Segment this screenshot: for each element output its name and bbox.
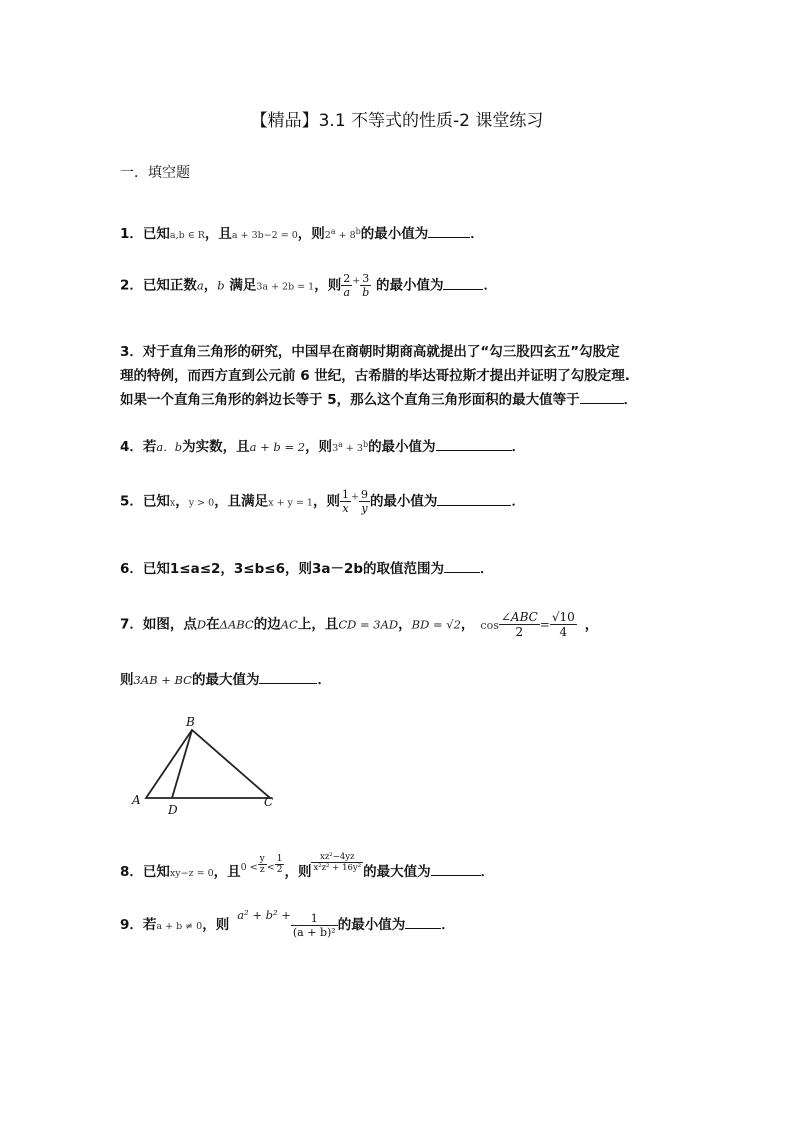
question-9	[120, 908, 455, 939]
q7-math-cd: CD = 3AD	[338, 617, 399, 632]
q5-plus: +	[350, 491, 359, 503]
answer-blank	[437, 493, 511, 506]
q5-fraction-2: $\frac{9}{y}$	[360, 488, 368, 515]
q5-math-3: x + y = 1	[268, 497, 313, 509]
question-3-line-2: 理的特例，而西方直到公元前 6 世纪，古希腊的毕达哥拉斯才提出并证明了勾股定理.	[120, 368, 630, 384]
q7-number: 7．	[120, 616, 143, 633]
page-title: 【精品】3.1 不等式的性质-2 课堂练习	[250, 111, 544, 131]
q7-math-ac: AC	[280, 617, 298, 632]
answer-blank	[444, 560, 480, 573]
q8-math-1: xy−z = 0	[169, 868, 214, 879]
q1-end: ．	[470, 226, 484, 242]
question-8	[120, 852, 494, 880]
q2-text-2: ，	[203, 277, 218, 294]
question-1	[120, 222, 484, 242]
q4-text-2: 为实数，且	[182, 439, 250, 455]
q7-math-triangle: ΔABC	[219, 617, 254, 632]
q2-fraction-2: $\frac{3}{b}$	[362, 272, 370, 299]
q1-text-4: 的最小值为	[360, 226, 429, 242]
q1-text-2: ，且	[204, 226, 232, 242]
answer-blank	[259, 671, 317, 684]
question-6	[120, 557, 494, 577]
q4-end: ．	[511, 439, 526, 455]
question-3-line-3	[120, 388, 637, 408]
vertex-label-d: D	[168, 803, 178, 817]
q2-math-a: a	[196, 278, 204, 293]
q4-number: 4．	[120, 439, 143, 455]
q5-text-3: ，且满足	[214, 493, 269, 510]
q4-math-1: a．b	[156, 440, 183, 454]
q7-text-5: ，	[398, 616, 412, 633]
vertex-label-b: B	[186, 715, 195, 729]
q2-text-3: 满足	[224, 277, 257, 294]
q8-text-4: 的最大值为	[363, 864, 431, 880]
q1-math-3: $2^a + 8^b$	[324, 226, 361, 241]
q2-number: 2．	[120, 277, 143, 294]
q7-text-8: 则	[120, 672, 134, 688]
q7-equals: =	[539, 617, 550, 632]
q6-text: 6．已知1≤a≤2，3≤b≤6，则3a－2b的取值范围为	[120, 561, 445, 577]
q7-text-7: ，	[584, 616, 599, 633]
q2-fraction-1: $\frac{2}{a}$	[343, 272, 351, 299]
answer-blank	[580, 391, 624, 404]
question-3-line-1: 3．对于直角三角形的研究，中国早在商朝时期商高就提出了“勾三股四玄五”勾股定	[120, 344, 620, 360]
q8-number: 8．	[120, 864, 143, 880]
answer-blank	[443, 277, 483, 290]
q7-fraction-value: $\frac{√10}{4}$	[551, 610, 575, 639]
q7-text-9: 的最大值为	[191, 672, 260, 688]
q2-text-1: 已知正数	[142, 277, 197, 294]
q9-text-3: 的最小值为	[337, 917, 406, 933]
q5-number: 5．	[120, 493, 143, 510]
q3-text: 如果一个直角三角形的斜边长等于 5，那么这个直角三角形面积的最大值等于	[120, 392, 580, 408]
q2-math-b: b	[217, 278, 225, 293]
q9-text-2: ，则	[202, 917, 230, 933]
q5-math-1: x	[169, 497, 176, 509]
q2-text-5: 的最小值为	[371, 277, 444, 294]
q8-text-1: 已知	[142, 864, 170, 880]
q2-plus: +	[352, 275, 361, 287]
q7-math-d: D	[196, 617, 207, 632]
q3-end: ．	[623, 392, 638, 408]
q7-end: ．	[317, 672, 331, 688]
question-7-line-1	[120, 610, 598, 639]
section-heading: 一．填空题	[120, 165, 190, 181]
q2-end: ．	[483, 277, 497, 294]
q9-math-2: a² + b² +	[237, 908, 291, 922]
answer-blank	[428, 225, 470, 238]
question-4	[120, 435, 525, 455]
q9-math-1: a + b ≠ 0	[156, 921, 203, 932]
segment-bd	[172, 730, 192, 798]
q5-fraction-1: $\frac{1}{x}$	[341, 488, 349, 515]
q6-end: ．	[480, 561, 494, 577]
vertex-label-a: A	[132, 793, 141, 807]
q8-fraction-main: $\frac{\text{xz²−4yz}}{\text{x²z² + 16y²}}$	[313, 852, 362, 873]
q7-text-1: 如图，点	[142, 616, 197, 633]
q1-number: 1．	[120, 226, 143, 242]
question-7-line-2	[120, 668, 331, 688]
q2-math-condition: 3a + 2b = 1	[256, 281, 315, 293]
q5-text-4: ，则	[312, 493, 340, 510]
q7-text-6: ，	[460, 616, 475, 633]
q8-math-2a: 0 <	[240, 862, 258, 873]
q5-text-2: ，	[175, 493, 189, 510]
q9-end: ．	[441, 917, 455, 933]
q5-text-1: 已知	[142, 493, 170, 510]
triangle-abc	[146, 730, 270, 798]
q4-text-1: 若	[142, 439, 157, 455]
q9-number: 9．	[120, 917, 143, 933]
q7-fraction-angle: $\frac{\text{∠ABC}}{2}$	[500, 610, 538, 639]
q5-math-2: y > 0	[188, 497, 215, 509]
q5-end: ．	[511, 493, 525, 510]
q8-text-3: ，则	[284, 864, 312, 880]
q4-text-4: 的最小值为	[368, 439, 436, 455]
q1-math-2: a + 3b−2 = 0	[231, 230, 298, 241]
q7-text-2: 在	[206, 616, 220, 633]
q8-end: ．	[480, 864, 495, 880]
question-5	[120, 488, 525, 515]
q7-cos: cos	[480, 618, 499, 632]
q9-fraction: $\frac{1}{\text{(a + b)²}}$	[292, 911, 336, 939]
answer-blank	[436, 438, 512, 451]
q7-text-3: 的边	[253, 616, 281, 633]
q4-text-3: ，则	[305, 439, 333, 455]
answer-blank	[405, 916, 441, 929]
triangle-figure	[120, 708, 290, 818]
q1-text-1: 已知	[142, 226, 170, 242]
q4-math-2: a + b = 2	[249, 440, 306, 454]
q8-fraction-half: $\frac{1}{2}$	[276, 854, 283, 875]
q8-math-2b: <	[266, 862, 275, 873]
q7-math-bd: BD = √2	[411, 617, 461, 632]
q4-math-3: $3^a + 3^b$	[332, 439, 369, 454]
q7-text-4: 上，且	[297, 616, 339, 633]
q9-text-1: 若	[142, 917, 157, 933]
question-2	[120, 272, 497, 299]
q5-text-5: 的最小值为	[369, 493, 438, 510]
answer-blank	[431, 863, 481, 876]
vertex-label-c: C	[264, 795, 274, 809]
q1-math-1: a,b ∈ R	[169, 230, 205, 241]
q2-text-4: ，则	[314, 277, 342, 294]
q1-text-3: ，则	[297, 226, 325, 242]
q8-fraction-yz: $\frac{y}{z}$	[259, 854, 265, 875]
q8-text-2: ，且	[213, 864, 241, 880]
q7-math-expr: 3AB + BC	[133, 673, 192, 687]
